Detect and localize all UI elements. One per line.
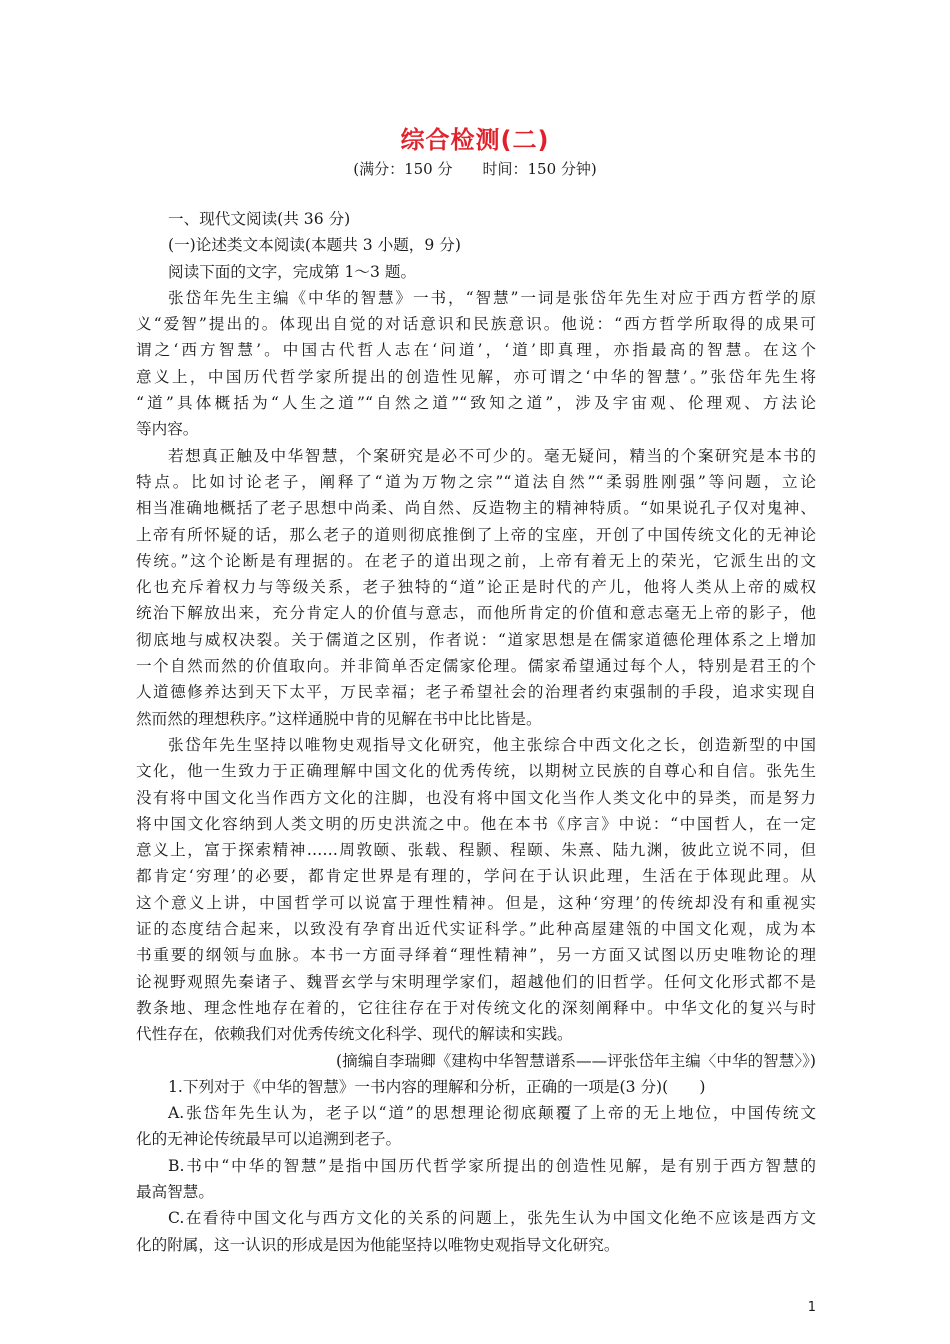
text-line: 然而然的理想秩序。”这样通脱中肯的见解在书中比比皆是。 [136, 709, 542, 728]
text-line: 上帝有所怀疑的话，那么老子的道则彻底推倒了上帝的宝座，开创了中国传统文化的无神论 [136, 525, 816, 544]
text-line: 化的无神论传统最早可以追溯到老子。 [136, 1130, 402, 1149]
page-title: 综合检测(二) [400, 126, 550, 154]
text-line: 义“爱智”提出的。体现出自觉的对话意识和民族意识。他说：“西方哲学所取得的成果可 [136, 315, 816, 334]
text-line: 人道德修养达到天下太平，万民幸福；老子希望社会的治理者约束强制的手段，追求实现自 [136, 683, 816, 702]
text-line: 化也充斥着权力与等级关系，老子独特的“道”论正是时代的产儿，他将人类从上帝的威权 [136, 578, 816, 597]
text-line: (摘编自李瑞卿《建构中华智慧谱系——评张岱年主编〈中华的智慧〉》) [336, 1051, 816, 1070]
text-line: B.书中“中华的智慧”是指中国历代哲学家所提出的创造性见解，是有别于西方智慧的 [168, 1156, 816, 1175]
text-line: 彻底地与威权决裂。关于儒道之区别，作者说：“道家思想是在儒家道德伦理体系之上增加 [136, 630, 816, 649]
text-line: 一、现代文阅读(共 36 分) [168, 210, 351, 228]
text-line: 等内容。 [136, 420, 199, 439]
text-line: 传统。”这个论断是有理据的。在老子的道出现之前，上帝有着无上的荣光，它派生出的文 [136, 551, 816, 570]
text-line: 教条地、理念性地存在着的，它往往存在于对传统文化的深刻阐释中。中华文化的复兴与时 [136, 998, 816, 1017]
text-line: 意义上，富于探索精神……周敦颐、张载、程颢、程颐、朱熹、陆九渊，彼此立说不同，但 [136, 841, 816, 860]
text-line: 没有将中国文化当作西方文化的注脚，也没有将中国文化当作人类文化中的异类，而是努力 [136, 788, 816, 807]
text-line: C.在看待中国文化与西方文化的关系的问题上，张先生认为中国文化绝不应该是西方文 [168, 1209, 816, 1228]
text-line: 书重要的纲领与血脉。本书一方面寻绎着“理性精神”，另一方面又试图以历史唯物论的理 [136, 946, 816, 965]
text-line: 化的附属，这一认识的形成是因为他能坚持以唯物史观指导文化研究。 [136, 1235, 620, 1254]
text-line: 将中国文化容纳到人类文明的历史洪流之中。他在本书《序言》中说：“中国哲人，在一定 [136, 814, 816, 833]
text-line: 论视野观照先秦诸子、魏晋玄学与宋明理学家们，超越他们的旧哲学。任何文化形式都不是 [136, 972, 816, 991]
text-line: 相当准确地概括了老子思想中尚柔、尚自然、反造物主的精神特质。“如果说孔子仅对鬼神、 [136, 499, 816, 518]
document-body [136, 206, 816, 1258]
text-line: 这个意义上讲，中国哲学可以说富于理性精神。但是，这种‘穷理’的传统却没有和重视实 [136, 893, 816, 912]
page-number: 1 [807, 1300, 816, 1315]
text-line: 特点。比如讨论老子，阐释了“道为万物之宗”“道法自然”“柔弱胜刚强”等问题，立论 [136, 472, 816, 491]
text-line: 张岱年先生坚持以唯物史观指导文化研究，他主张综合中西文化之长，创造新型的中国 [168, 735, 816, 754]
text-line: (一)论述类文本阅读(本题共 3 小题，9 分) [168, 236, 461, 255]
text-line: 代性存在，依赖我们对优秀传统文化科学、现代的解读和实践。 [136, 1025, 573, 1044]
text-line: 谓之‘西方智慧’。中国古代哲人志在‘问道’，‘道’即真理，亦指最高的智慧。在这个 [136, 341, 816, 360]
text-line: 1.下列对于《中华的智慧》一书内容的理解和分析，正确的一项是(3 分)( ) [168, 1077, 706, 1096]
text-line: 都肯定‘穷理’的必要，都肯定世界是有理的，学问在于认识此理，生活在于体现此理。从 [136, 867, 816, 886]
text-line: 阅读下面的文字，完成第 1～3 题。 [168, 262, 417, 281]
exam-info: (满分：150 分 时间：150 分钟) [353, 160, 597, 178]
text-line: 最高智慧。 [136, 1182, 214, 1201]
text-line: 意义上，中国历代哲学家所提出的创造性见解，亦可谓之‘中华的智慧’。”张岱年先生将 [136, 367, 816, 386]
text-line: 证的态度结合起来，以致没有孕育出近代实证科学。”此种高屋建瓴的中国文化观，成为本 [136, 920, 816, 939]
text-line: 张岱年先生主编《中华的智慧》一书，“智慧”一词是张岱年先生对应于西方哲学的原 [168, 288, 816, 307]
text-line: 文化，他一生致力于正确理解中国文化的优秀传统，以期树立民族的自尊心和自信。张先生 [136, 762, 816, 781]
text-line: 一个自然而然的价值取向。并非简单否定儒家伦理。儒家希望通过每个人，特别是君王的个 [136, 657, 816, 676]
text-line: 统治下解放出来，充分肯定人的价值与意志，而他所肯定的价值和意志毫无上帝的影子，他 [136, 604, 816, 623]
text-line: A.张岱年先生认为，老子以“道”的思想理论彻底颠覆了上帝的无上地位，中国传统文 [168, 1104, 816, 1123]
text-line: 若想真正触及中华智慧，个案研究是必不可少的。毫无疑问，精当的个案研究是本书的 [168, 446, 816, 465]
text-line: “道”具体概括为“人生之道”“自然之道”“致知之道”，涉及宇宙观、伦理观、方法论 [136, 394, 816, 413]
